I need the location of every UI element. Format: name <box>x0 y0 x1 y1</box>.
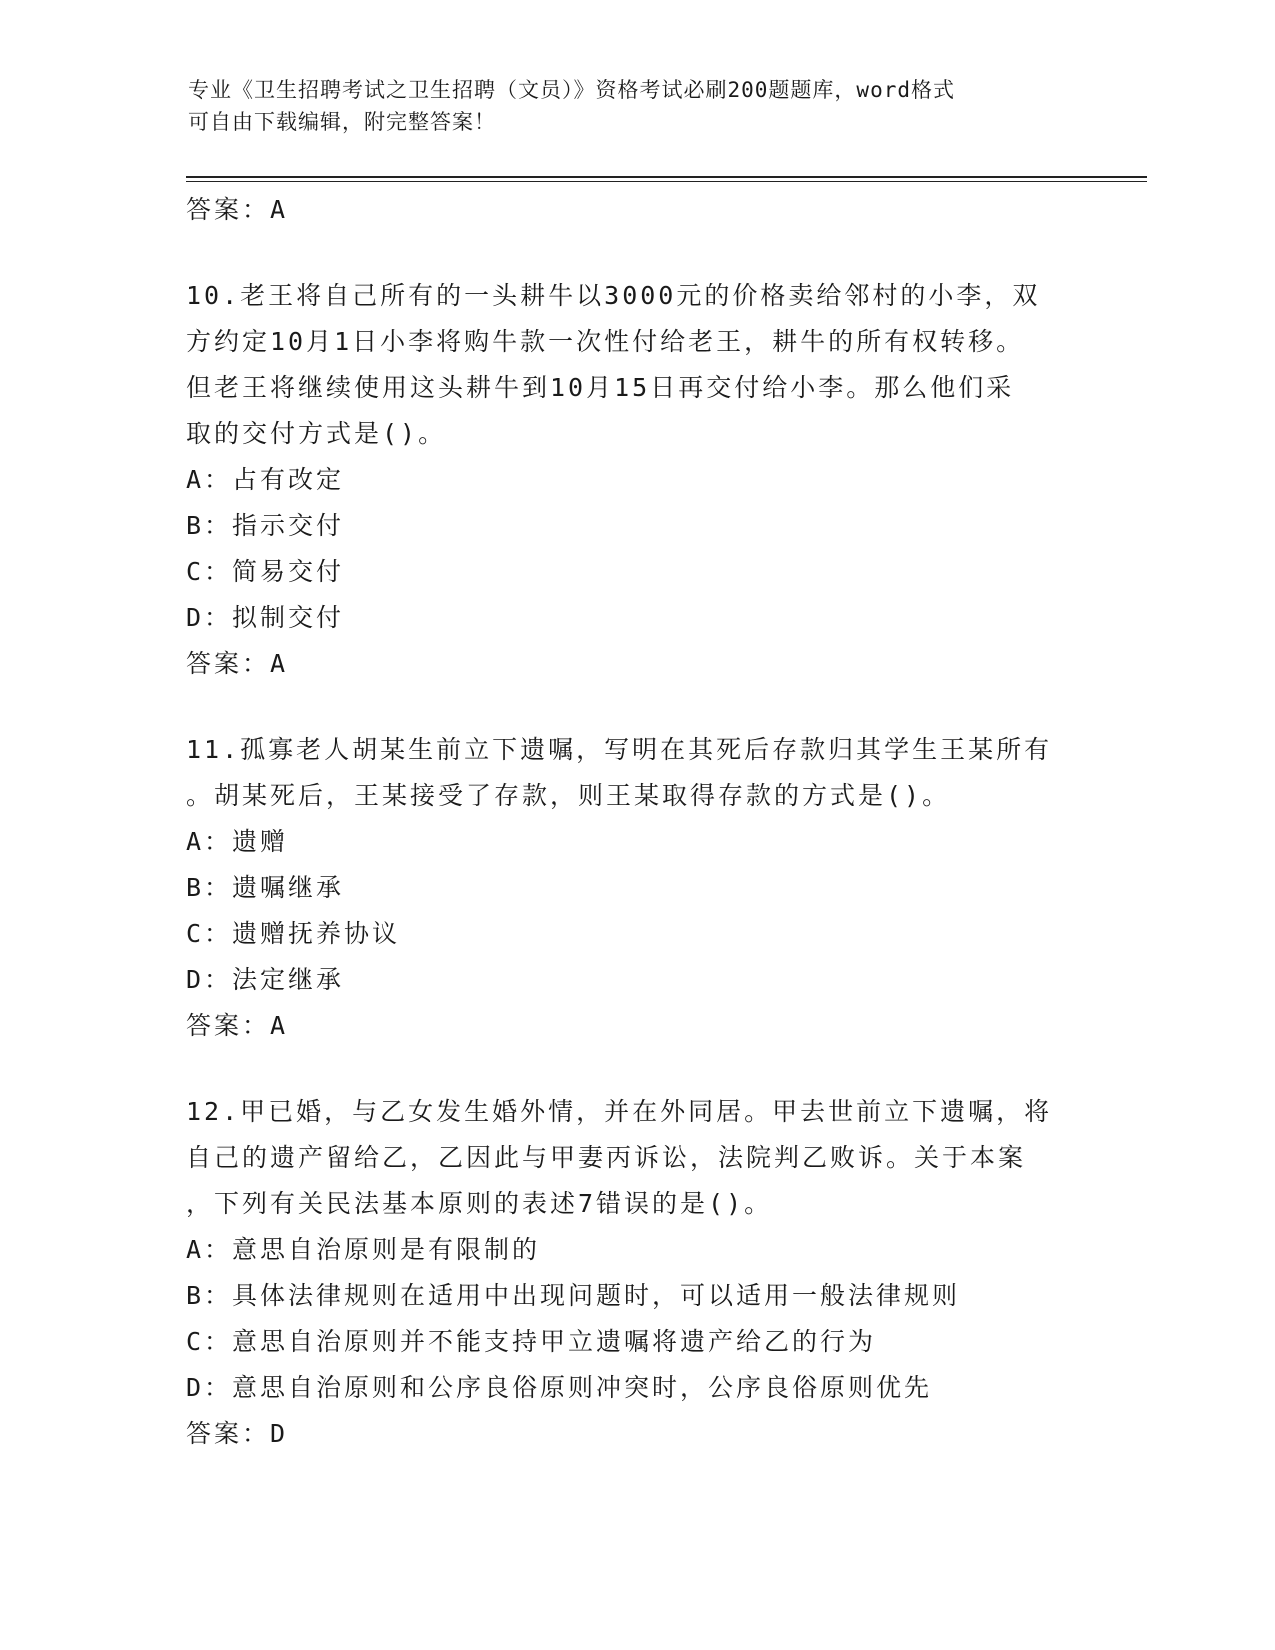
question-stem-line: 但老王将继续使用这头耕牛到10月15日再交付给小李。那么他们采 <box>186 373 1015 402</box>
question-stem-line: 11.孤寡老人胡某生前立下遗嘱，写明在其死后存款归其学生王某所有 <box>186 735 1053 764</box>
option-a: A：意思自治原则是有限制的 <box>186 1235 541 1264</box>
option-c: C：意思自治原则并不能支持甲立遗嘱将遗产给乙的行为 <box>186 1327 877 1356</box>
question-stem-line: 12.甲已婚，与乙女发生婚外情，并在外同居。甲去世前立下遗嘱，将 <box>186 1097 1053 1126</box>
question-stem-line: ，下列有关民法基本原则的表述7错误的是()。 <box>186 1189 773 1218</box>
option-c: C：遗赠抚养协议 <box>186 919 401 948</box>
option-d: D：法定继承 <box>186 965 345 994</box>
option-a: A：占有改定 <box>186 465 345 494</box>
question-stem-line: 取的交付方式是()。 <box>186 419 447 448</box>
answer-line: 答案：A <box>186 1011 289 1040</box>
question-stem-line: 自己的遗产留给乙，乙因此与甲妻丙诉讼，法院判乙败诉。关于本案 <box>186 1143 1027 1172</box>
header-title-line-2: 可自由下载编辑，附完整答案！ <box>188 110 496 134</box>
question-stem-line: 。胡某死后，王某接受了存款，则王某取得存款的方式是()。 <box>186 781 951 810</box>
option-d: D：意思自治原则和公序良俗原则冲突时，公序良俗原则优先 <box>186 1373 933 1402</box>
option-a: A：遗赠 <box>186 827 289 856</box>
header-divider-thick <box>186 176 1147 178</box>
previous-question-answer: 答案：A <box>186 195 289 224</box>
document-header <box>188 74 1068 138</box>
option-b: B：指示交付 <box>186 511 345 540</box>
header-title-line-1: 专业《卫生招聘考试之卫生招聘（文员）》资格考试必刷200题题库，word格式 <box>188 78 955 102</box>
question-content <box>186 187 1086 1457</box>
question-stem-line: 10.老王将自己所有的一头耕牛以3000元的价格卖给邻村的小李，双 <box>186 281 1041 310</box>
option-b: B：具体法律规则在适用中出现问题时，可以适用一般法律规则 <box>186 1281 961 1310</box>
option-b: B：遗嘱继承 <box>186 873 345 902</box>
spacer <box>186 687 1086 727</box>
option-c: C：简易交付 <box>186 557 345 586</box>
option-d: D：拟制交付 <box>186 603 345 632</box>
spacer <box>186 233 1086 273</box>
question-block-11 <box>186 727 1086 1049</box>
answer-line: 答案：D <box>186 1419 289 1448</box>
answer-line: 答案：A <box>186 649 289 678</box>
question-block-10 <box>186 273 1086 687</box>
header-divider-thin <box>186 181 1147 182</box>
question-block-12 <box>186 1089 1086 1457</box>
question-stem-line: 方约定10月1日小李将购牛款一次性付给老王，耕牛的所有权转移。 <box>186 327 1025 356</box>
spacer <box>186 1049 1086 1089</box>
